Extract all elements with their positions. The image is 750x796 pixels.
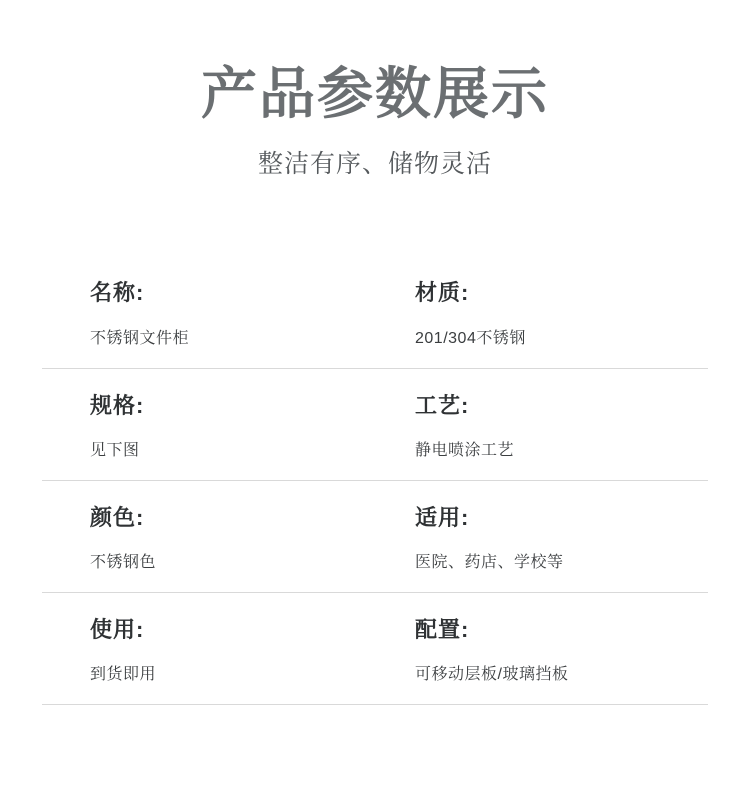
spec-label: 工艺: bbox=[415, 392, 470, 418]
spec-label: 颜色: bbox=[90, 504, 145, 530]
spec-label: 配置: bbox=[415, 616, 470, 642]
spec-value: 见下图 bbox=[90, 441, 140, 459]
spec-value: 静电喷涂工艺 bbox=[415, 441, 515, 459]
spec-value: 不锈钢色 bbox=[90, 554, 157, 572]
spec-cell-usage bbox=[42, 593, 375, 686]
spec-value: 201/304不锈钢 bbox=[415, 329, 526, 347]
spec-cell-specification bbox=[42, 369, 375, 462]
spec-value: 医院、药店、学校等 bbox=[415, 554, 564, 572]
table-row bbox=[42, 593, 708, 705]
spec-label: 规格: bbox=[90, 392, 145, 418]
spec-cell-name bbox=[42, 256, 375, 349]
spec-label: 适用: bbox=[415, 504, 470, 530]
spec-cell-application bbox=[375, 481, 708, 574]
spec-cell-material bbox=[375, 256, 708, 349]
table-row bbox=[42, 481, 708, 593]
table-row bbox=[42, 369, 708, 481]
spec-label: 使用: bbox=[90, 616, 145, 642]
spec-table bbox=[42, 252, 708, 705]
spec-label: 名称: bbox=[90, 280, 145, 306]
spec-cell-color bbox=[42, 481, 375, 574]
spec-cell-configuration bbox=[375, 593, 708, 686]
spec-label: 材质: bbox=[415, 280, 470, 306]
spec-value: 到货即用 bbox=[90, 666, 157, 684]
spec-cell-process bbox=[375, 369, 708, 462]
page-header bbox=[0, 0, 750, 180]
spec-value: 可移动层板/玻璃挡板 bbox=[415, 666, 569, 684]
spec-value: 不锈钢文件柜 bbox=[90, 329, 190, 347]
page-title: 产品参数展示 bbox=[201, 62, 549, 125]
page-subtitle: 整洁有序、储物灵活 bbox=[257, 150, 492, 179]
table-row bbox=[42, 252, 708, 368]
